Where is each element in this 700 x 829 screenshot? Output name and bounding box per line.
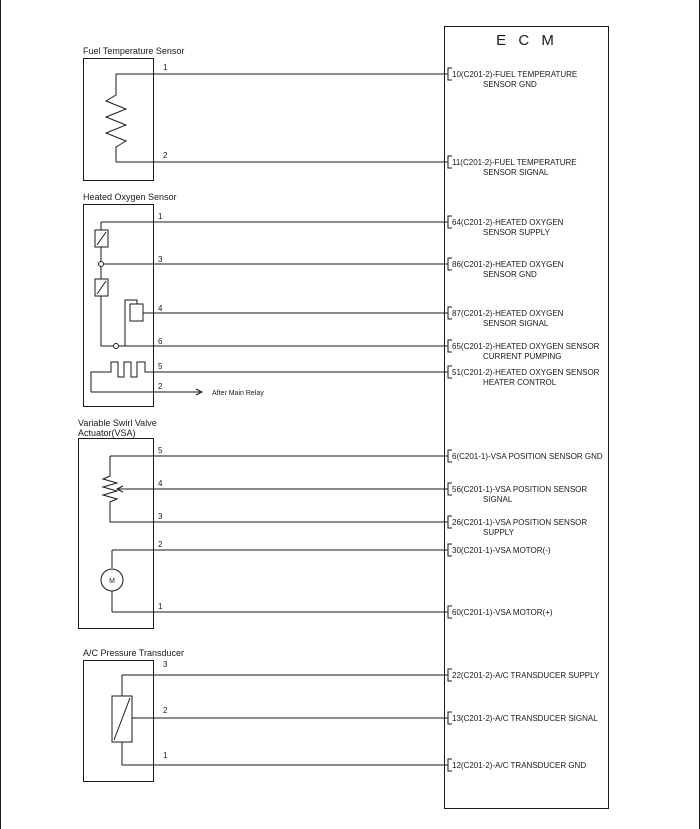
vsa-box	[79, 439, 154, 629]
ecm-pin-label: CURRENT PUMPING	[483, 352, 562, 361]
ecm-pin-label: 86(C201-2)-HEATED OXYGEN	[452, 260, 564, 269]
ecm-pin-label: SUPPLY	[483, 528, 514, 537]
ecm-pin-label: SENSOR SIGNAL	[483, 319, 549, 328]
pin-number: 5	[158, 362, 163, 371]
pin-number: 4	[158, 304, 163, 313]
ecm-pin-label: SENSOR GND	[483, 80, 537, 89]
ecm-pin-label: 60(C201-1)-VSA MOTOR(+)	[452, 608, 553, 617]
ecm-box	[445, 27, 609, 809]
ecm-pin-label: 51(C201-2)-HEATED OXYGEN SENSOR	[452, 368, 600, 377]
ac-title: A/C Pressure Transducer	[83, 648, 185, 658]
ecm-pin-label: 13(C201-2)-A/C TRANSDUCER SIGNAL	[452, 714, 598, 723]
ecm-pin-label: SENSOR SUPPLY	[483, 228, 550, 237]
ecm-pin-label: 26(C201-1)-VSA POSITION SENSOR	[452, 518, 588, 527]
motor-label: M	[109, 578, 115, 585]
pin-number: 2	[163, 706, 168, 715]
pin-number: 2	[158, 540, 163, 549]
pin-number: 2	[163, 151, 168, 160]
pin-number: 6	[158, 337, 163, 346]
pin-number: 4	[158, 479, 163, 488]
ecm-pin-label: 65(C201-2)-HEATED OXYGEN SENSOR	[452, 342, 600, 351]
ecm-title: E C M	[496, 32, 558, 49]
pin-number: 2	[158, 382, 163, 391]
pin-number: 3	[158, 512, 163, 521]
ecm-pin-label: HEATER CONTROL	[483, 378, 557, 387]
ecm-pin-label: 64(C201-2)-HEATED OXYGEN	[452, 218, 564, 227]
pin-number: 1	[163, 63, 168, 72]
ecm-pin-label: 12(C201-2)-A/C TRANSDUCER GND	[452, 761, 587, 770]
ecm-pin-label: SENSOR GND	[483, 270, 537, 279]
pin-number: 5	[158, 446, 163, 455]
ecm-connector-brackets	[448, 68, 452, 771]
ecm-pin-label: 30(C201-1)-VSA MOTOR(-)	[452, 546, 551, 555]
ecm-pin-label: 11(C201-2)-FUEL TEMPERATURE	[452, 158, 577, 167]
ecm-pin-label: 6(C201-1)-VSA POSITION SENSOR GND	[452, 452, 603, 461]
oxygen-title: Heated Oxygen Sensor	[83, 192, 177, 202]
ecm-pin-label: 87(C201-2)-HEATED OXYGEN	[452, 309, 564, 318]
pin-number: 1	[158, 602, 163, 611]
pin-number: 1	[163, 751, 168, 760]
ecm-pin-labels	[452, 70, 603, 770]
ecm-pin-label: 10(C201-2)-FUEL TEMPERATURE	[452, 70, 578, 79]
pin-number: 3	[163, 660, 168, 669]
ecm-pin-label: 22(C201-2)-A/C TRANSDUCER SUPPLY	[452, 671, 600, 680]
pin-number: 3	[158, 255, 163, 264]
ecm-pin-label: SENSOR SIGNAL	[483, 168, 549, 177]
pin-number: 1	[158, 212, 163, 221]
fuel-temp-title: Fuel Temperature Sensor	[83, 46, 185, 56]
ecm-pin-label: 56(C201-1)-VSA POSITION SENSOR	[452, 485, 588, 494]
vsa-title-line2: Actuator(VSA)	[78, 428, 136, 438]
ecm-pin-label: SIGNAL	[483, 495, 513, 504]
ac-box	[84, 661, 154, 782]
vsa-title-line1: Variable Swirl Valve	[78, 418, 157, 428]
after-main-relay-label: After Main Relay	[212, 390, 264, 397]
